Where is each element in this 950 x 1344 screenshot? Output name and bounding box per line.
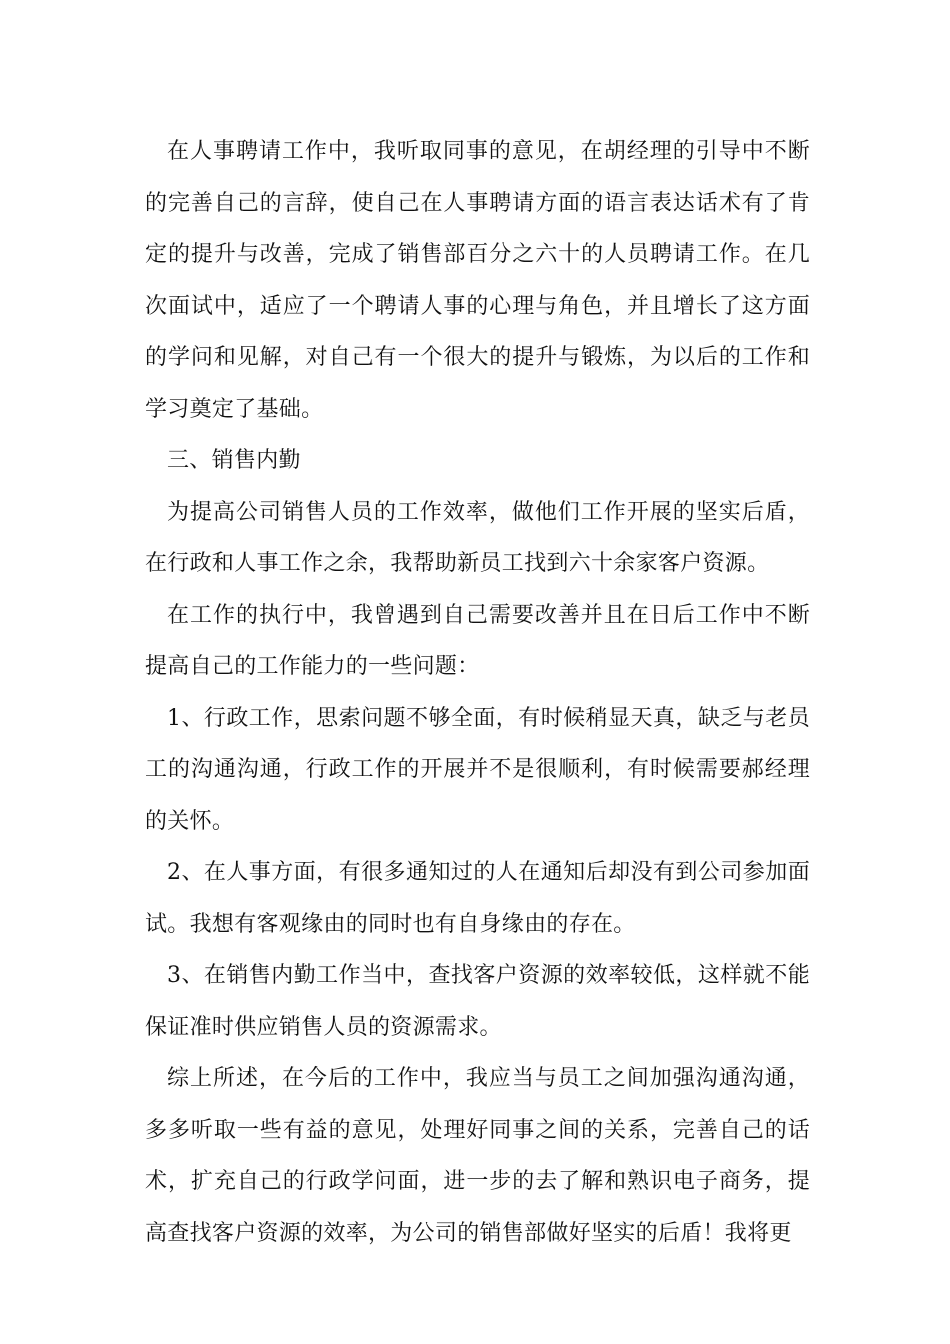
list-item-problem-2: 2、在人事方面，有很多通知过的人在通知后却没有到公司参加面试。我想有客观缘由的同时也有自身缘由的存在。	[145, 860, 810, 937]
list-item-problem-1: 1、行政工作，思索问题不够全面，有时候稍显天真，缺乏与老员工的沟通沟通，行政工作的开展并不是很顺利，有时候需要郝经理的关怀。	[145, 705, 810, 834]
document-body	[145, 126, 810, 1259]
list-item-problem-3: 3、在销售内勤工作当中，查找客户资源的效率较低，这样就不能保证准时供应销售人员的资源需求。	[145, 963, 810, 1040]
paragraph-summary: 综上所述，在今后的工作中，我应当与员工之间加强沟通沟通，多多听取一些有益的意见，处理好同事之间的关系，完善自己的话术，扩充自己的行政学问面，进一步的去了解和熟识电子商务，提高查找客户资源的效率，为公司的销售部做好坚实的后盾！我将更	[145, 1066, 810, 1246]
paragraph-sales-support: 为提高公司销售人员的工作效率，做他们工作开展的坚实后盾，在行政和人事工作之余，我帮助新员工找到六十余家客户资源。	[145, 499, 810, 576]
section-heading-sales-support: 三、销售内勤	[167, 448, 301, 473]
paragraph-recruitment: 在人事聘请工作中，我听取同事的意见，在胡经理的引导中不断的完善自己的言辞，使自己在人事聘请方面的语言表达话术有了肯定的提升与改善，完成了销售部百分之六十的人员聘请工作。在几次面试中，适应了一个聘请人事的心理与角色，并且增长了这方面的学问和见解，对自己有一个很大的提升与锻炼，为以后的工作和学习奠定了基础。	[145, 139, 810, 422]
paragraph-problems-intro: 在工作的执行中，我曾遇到自己需要改善并且在日后工作中不断提高自己的工作能力的一些问题：	[145, 602, 810, 679]
